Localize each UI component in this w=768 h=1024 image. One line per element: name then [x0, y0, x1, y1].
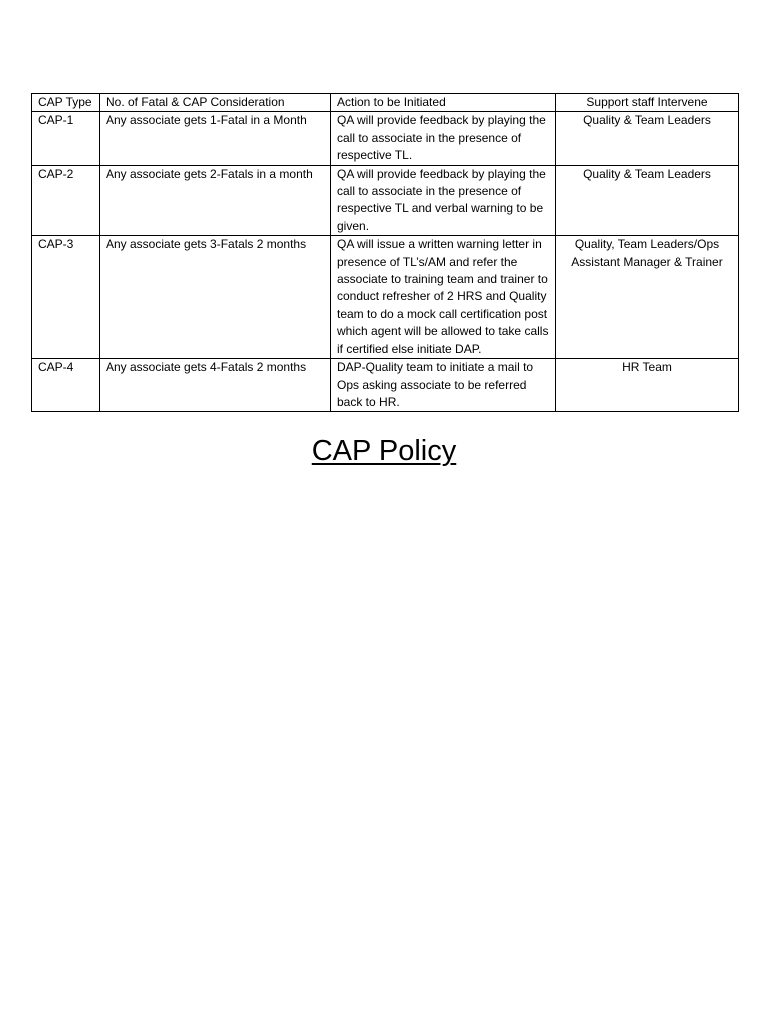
- header-support-staff: Support staff Intervene: [556, 94, 739, 112]
- header-action: Action to be Initiated: [331, 94, 556, 112]
- support-cell: Quality & Team Leaders: [556, 112, 739, 165]
- consideration-cell: Any associate gets 4-Fatals 2 months: [100, 359, 331, 412]
- cap-type-cell: CAP-3: [32, 236, 100, 359]
- table-row: [32, 236, 739, 359]
- header-cap-type: CAP Type: [32, 94, 100, 112]
- action-cell: QA will provide feedback by playing the call to associate in the presence of respective TL and verbal warning to be given.: [331, 165, 556, 236]
- table-row: [32, 165, 739, 236]
- support-cell: HR Team: [556, 359, 739, 412]
- cap-type-cell: CAP-2: [32, 165, 100, 236]
- action-cell: QA will provide feedback by playing the call to associate in the presence of respective TL.: [331, 112, 556, 165]
- cap-type-cell: CAP-1: [32, 112, 100, 165]
- table-row: [32, 112, 739, 165]
- support-cell: Quality & Team Leaders: [556, 165, 739, 236]
- cap-type-cell: CAP-4: [32, 359, 100, 412]
- consideration-cell: Any associate gets 1-Fatal in a Month: [100, 112, 331, 165]
- table-row: [32, 359, 739, 412]
- action-cell: QA will issue a written warning letter in presence of TL’s/AM and refer the associate to training team and trainer to conduct refresher of 2 HRS and Quality team to do a mock call certification post which agent will be allowed to take calls if certified else initiate DAP.: [331, 236, 556, 359]
- table-header-row: [32, 94, 739, 112]
- consideration-cell: Any associate gets 2-Fatals in a month: [100, 165, 331, 236]
- support-cell: Quality, Team Leaders/Ops Assistant Manager & Trainer: [556, 236, 739, 359]
- consideration-cell: Any associate gets 3-Fatals 2 months: [100, 236, 331, 359]
- header-consideration: No. of Fatal & CAP Consideration: [100, 94, 331, 112]
- cap-policy-table: [31, 93, 739, 412]
- action-cell: DAP-Quality team to initiate a mail to Ops asking associate to be referred back to HR.: [331, 359, 556, 412]
- page-title: CAP Policy: [311, 435, 457, 467]
